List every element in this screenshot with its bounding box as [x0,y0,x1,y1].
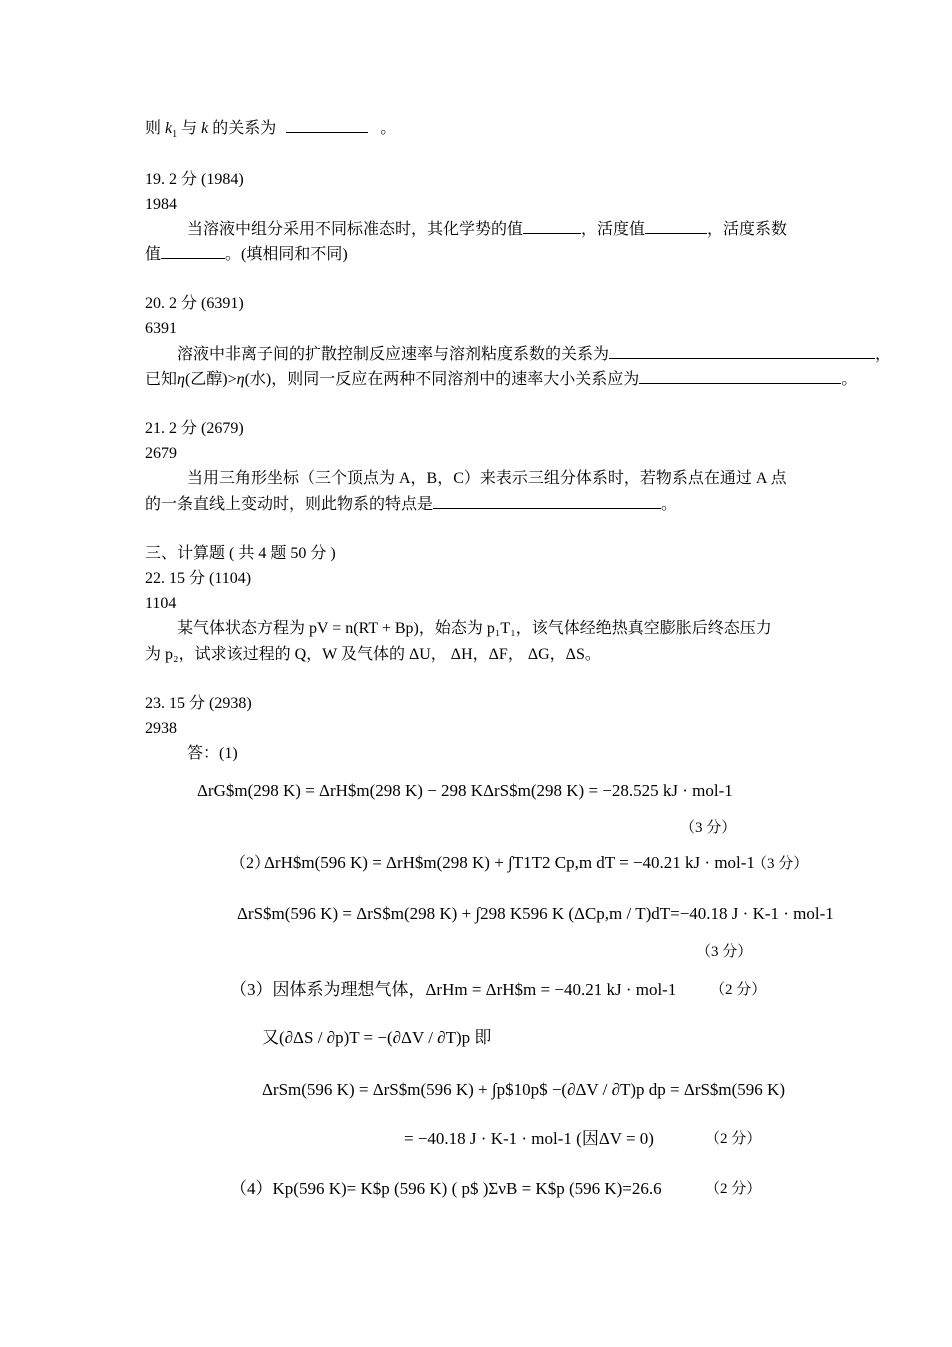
q22-header: 22. 15 分 (1104) [145,570,252,587]
q23-header: 23. 15 分 (2938) [145,695,252,712]
answer-blank[interactable] [286,118,368,133]
answer-blank[interactable] [523,219,581,234]
answer-blank[interactable] [433,494,661,509]
q21-id: 2679 [145,445,177,462]
q22-id: 1104 [145,595,177,612]
q20-line1: 溶液中非离子间的扩散控制反应速率与溶剂粘度系数的关系为 ， [177,346,892,363]
equation-1: ΔrG$m(298 K) = ΔrH$m(298 K) − 298 KΔrS$m(298 K) = −28.525 kJ · mol-1 [197,781,733,800]
answer-blank[interactable] [609,344,875,359]
points-label: （3 分） [696,944,753,960]
equation-8: （4）Kp(596 K)= K$p (596 K) ( p$ )ΣνB = K$p (596 K)=26.6 [230,1179,662,1198]
q22-line1: 某气体状态方程为 pV = n(RT + Bp)，始态为 p₁T₁，该气体经绝热真空膨胀后终态压力 [177,620,772,637]
equation-3: ΔrS$m(596 K) = ΔrS$m(298 K) + ∫298 K596 K (ΔCp,m / T)dT=−40.18 J · K-1 · mol-1 [237,904,834,923]
answer-blank[interactable] [645,219,707,234]
points-label: （2 分） [705,1131,762,1147]
q20-id: 6391 [145,320,177,337]
q18-relation-line: 则 $k_1$ 与 k 的关系为 。 [145,120,397,141]
q19-id: 1984 [145,196,177,213]
equation-4: （3）因体系为理想气体，ΔrHm = ΔrH$m = −40.21 kJ · mol-1 [230,980,677,999]
q21-line1: 当用三角形坐标（三个顶点为 A，B，C）来表示三组分体系时，若物系点在通过 A 点 [187,470,787,487]
section-title: 三、计算题 ( 共 4 题 50 分 ) [145,545,336,562]
equation-2: ΔrH$m(596 K) = ΔrH$m(298 K) + ∫T1T2 Cp,m dT = −40.21 kJ · mol-1 [264,853,755,872]
step-2-label: （2） [230,855,271,872]
q20-line2: 已知η(乙醇)>η(水)，则同一反应在两种不同溶剂中的速率大小关系应为 。 [145,371,858,388]
points-label: （2 分） [705,1181,762,1197]
q22-line2: 为 p₂，试求该过程的 Q，W 及气体的 ΔU， ΔH，ΔF， ΔG，ΔS。 [145,646,601,663]
answer-blank[interactable] [161,244,225,259]
equation-6: ΔrSm(596 K) = ΔrS$m(596 K) + ∫p$10p$ −(∂ΔV / ∂T)p dp = ΔrS$m(596 K) [262,1080,785,1099]
points-label: （3 分） [752,856,809,872]
q19-line1: 当溶液中组分采用不同标准态时，其化学势的值 ，活度值 ，活度系数 [187,221,788,238]
q19-header: 19. 2 分 (1984) [145,171,244,188]
q23-answer-label: 答：(1) [187,745,238,762]
q21-header: 21. 2 分 (2679) [145,420,244,437]
answer-blank[interactable] [639,369,841,384]
points-label: （3 分） [680,820,737,836]
q19-line2: 值 。(填相同和不同) [145,246,348,263]
q21-line2: 的一条直线上变动时，则此物系的特点是 。 [145,496,678,513]
q20-header: 20. 2 分 (6391) [145,295,244,312]
q23-id: 2938 [145,720,177,737]
points-label: （2 分） [710,982,767,998]
equation-7: = −40.18 J · K-1 · mol-1 (因ΔV = 0) [404,1129,654,1148]
equation-5: 又(∂ΔS / ∂p)T = −(∂ΔV / ∂T)p 即 [262,1028,492,1047]
